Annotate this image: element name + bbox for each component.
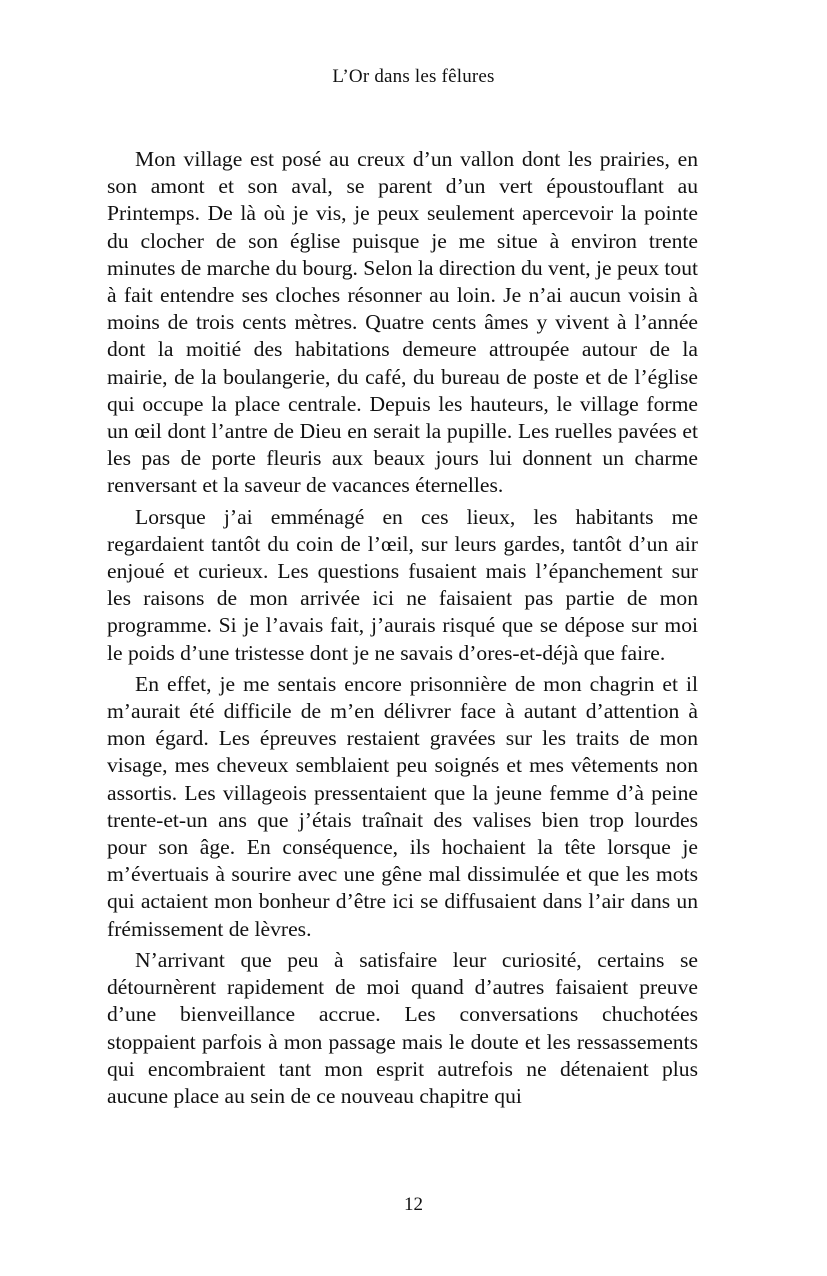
page-number: 12 — [404, 1194, 423, 1215]
body-text — [107, 146, 698, 1110]
paragraph-3: En effet, je me sentais encore prisonnière de mon chagrin et il m’aurait été difficile de m’en délivrer face à autant d’attention à mon égard. Les épreuves restaient gravées sur les traits de mon visage, mes cheveux semblaient peu soignés et mes vêtements non assortis. Les villageois pressentaient que la jeune femme d’à peine trente-et-un ans que j’étais traînait des valises bien trop lourdes pour son âge. En conséquence, ils hochaient la tête lorsque je m’évertuais à sourire avec une gêne mal dissimulée et que les mots qui actaient mon bonheur d’être ici se diffusaient dans l’air dans un frémissement de lèvres. — [107, 671, 698, 941]
paragraph-4: N’arrivant que peu à satisfaire leur curiosité, certains se détournèrent rapidement de moi quand d’autres faisaient preuve d’une bienveillance accrue. Les conversations chuchotées stoppaient parfois à mon passage mais le doute et les ressassements qui encombraient tant mon esprit autrefois ne détenaient plus aucune place au sein de ce nouveau chapitre qui — [107, 947, 698, 1108]
running-header-title: L’Or dans les fêlures — [332, 66, 495, 87]
paragraph-1: Mon village est posé au creux d’un vallon dont les prairies, en son amont et son aval, se parent d’un vert époustouflant au Printemps. De là où je vis, je peux seulement apercevoir la pointe du clocher de son église puisque je me situe à environ trente minutes de marche du bourg. Selon la direction du vent, je peux tout à fait entendre ses cloches résonner au loin. Je n’ai aucun voisin à moins de trois cents mètres. Quatre cents âmes y vivent à l’année dont la moitié des habitations demeure attroupée autour de la mairie, de la boulangerie, du café, du bureau de poste et de l’église qui occupe la place centrale. Depuis les hauteurs, le village forme un œil dont l’antre de Dieu en serait la pupille. Les ruelles pavées et les pas de porte fleuris aux beaux jours lui donnent un charme renversant et la saveur de vacances éternelles. — [107, 147, 698, 498]
paragraph-2: Lorsque j’ai emménagé en ces lieux, les habitants me regardaient tantôt du coin de l’œil, sur leurs gardes, tantôt d’un air enjoué et curieux. Les questions fusaient mais l’épanchement sur les raisons de mon arrivée ici ne faisaient pas partie de mon programme. Si je l’avais fait, j’aurais risqué que se dépose sur moi le poids d’une tristesse dont je ne savais d’ores-et-déjà que faire. — [107, 504, 698, 665]
